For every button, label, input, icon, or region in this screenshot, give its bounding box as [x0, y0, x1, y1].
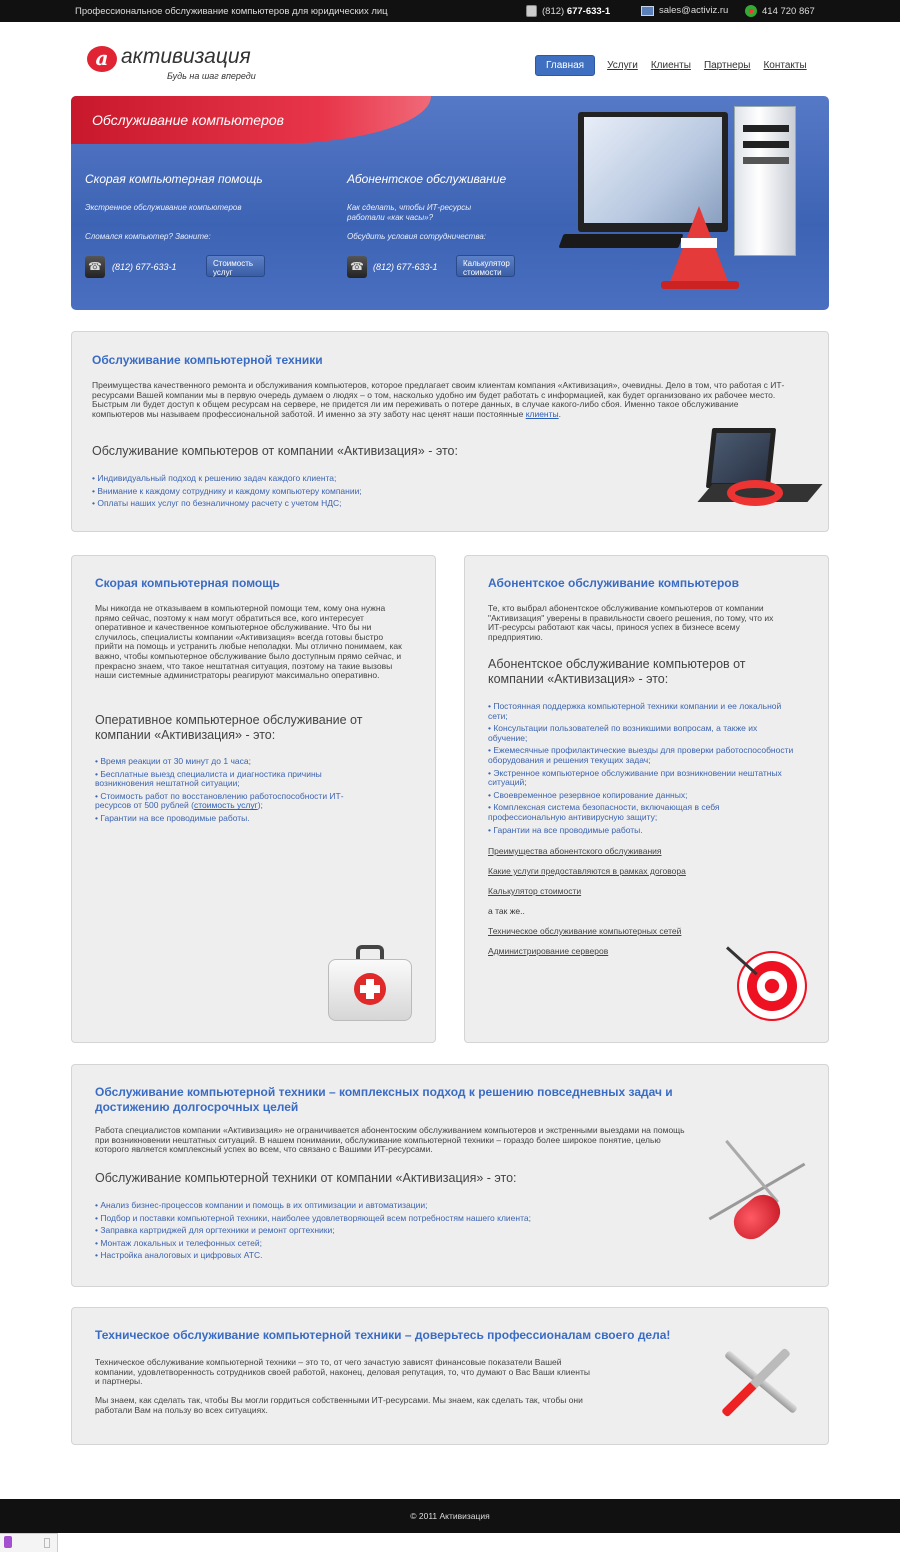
phone-icon [526, 5, 537, 17]
list-item: • Экстренное компьютерное обслуживание при возникновении нештатных ситуаций; [488, 769, 798, 788]
section-title: Обслуживание компьютерной техники – комплексных подход к решению повседневных задач и достижению долгосрочных целей [95, 1085, 673, 1114]
paragraph-text: Преимущества качественного ремонта и обслуживания компьютеров, которое предлагает своим клиентам компания «Активизация», очевидны. Дело в том, что работая с ИТ-ресурсами Вашей компании мы в первую очередь думаем о людях – о том, насколько удобно им будет работать с информацией, как будет организовано их рабочее место. Быстрым ли будет доступ к общем ресурсам на сервере, не придется ли им переживать о потере данных, в случае какого-либо сбоя. Именно такое обслуживание компьютеров мы называем профессиональной заботой. И именно за эту заботу нас ценят наши постоянные [92, 380, 785, 419]
logo-name: активизация [121, 45, 251, 68]
contract-services-link[interactable]: Какие услуги предоставляются в рамках договора [488, 866, 686, 876]
list-item: • Индивидуальный подход к решению задач каждого клиента; [92, 474, 592, 484]
logo-slogan: Будь на шаг впереди [167, 71, 256, 81]
subscription-links [488, 846, 686, 966]
price-button[interactable]: Стоимость услуг [206, 255, 265, 277]
list-item: • Внимание к каждому сотруднику и каждому компьютеру компании; [92, 487, 592, 497]
laptop-lifebuoy-icon [705, 428, 835, 518]
keyboard-icon [558, 234, 683, 248]
calculator-link[interactable]: Калькулятор стоимости [488, 886, 582, 896]
benefits-list [92, 474, 592, 512]
section-title: Скорая компьютерная помощь [95, 576, 280, 590]
list-item-text: Стоимость работ по восстановлению работоспособности ИТ-ресурсов от 500 рублей ( [95, 790, 344, 811]
banner-right-heading: Абонентское обслуживание [347, 172, 507, 186]
target-icon [737, 951, 807, 1021]
emergency-list [95, 757, 375, 827]
list-item: • Постоянная поддержка компьютерной техники компании и ее локальной сети; [488, 702, 798, 721]
banner-title: Обслуживание компьютеров [92, 112, 284, 128]
computer-tower-icon [734, 106, 796, 256]
section-paragraph: Работа специалистов компании «Активизация» не ограничивается абонентоским обслуживанием компьютеров и экстренными выездами на помощь при возникновении нештатных ситуаций. В нашем понимании, обслуживание компьютерной техники – гораздо более широкое понятие, целью которого является комплексный успех во всем, что связано с Вашими ИТ-ресурсами. [95, 1125, 685, 1155]
advantages-link[interactable]: Преимущества абонентского обслуживания [488, 846, 662, 856]
list-item [95, 792, 375, 811]
section-title: Обслуживание компьютерной техники [92, 353, 323, 367]
list-item: • Гарантии на все проводимые работы. [95, 814, 375, 824]
banner-left-text1: Экстренное обслуживание компьютеров [85, 203, 242, 212]
banner-left-phone: (812) 677-633-1 [112, 262, 177, 272]
nav-item-services[interactable]: Услуги [607, 60, 638, 71]
cone-base [661, 281, 739, 289]
list-item: • Оплаты наших услуг по безналичному расчету с учетом НДС; [92, 499, 592, 509]
servers-link[interactable]: Администрирование серверов [488, 946, 609, 956]
nav-item-contacts[interactable]: Контакты [763, 60, 807, 71]
top-tagline: Профессиональное обслуживание компьютеров для юридических лиц [75, 6, 388, 17]
list-item: • Консультации пользователей по возникшими вопросам, а также их обучение; [488, 724, 798, 743]
banner-right-text1: Как сделать, чтобы ИТ-ресурсы работали «как часы»? [347, 203, 472, 222]
subscription-list [488, 702, 798, 838]
list-item: • Подбор и поставки компьютерной техники, наиболее удовлетворяющей всем потребностям нашего клиента; [95, 1214, 695, 1224]
banner-left-text2: Сломался компьютер? Звоните: [85, 232, 211, 241]
banner-right-phone: (812) 677-633-1 [373, 262, 438, 272]
calculator-button[interactable]: Калькулятор стоимости [456, 255, 515, 277]
hero-banner [71, 96, 829, 310]
clients-link[interactable]: клиенты [525, 408, 559, 419]
section-title: Абонентское обслуживание компьютеров [488, 576, 740, 590]
list-item: • Монтаж локальных и телефонных сетей; [95, 1239, 695, 1249]
section-technical-service [71, 1307, 829, 1445]
section-complex-approach [71, 1064, 829, 1287]
also-text: а так же.. [488, 906, 525, 916]
complex-list [95, 1201, 695, 1264]
wrench-screwdriver-icon [706, 1338, 806, 1428]
phone-icon: ☎ [347, 256, 367, 278]
section-paragraph: Мы знаем, как сделать так, чтобы Вы могли гордиться собственными ИТ-ресурсами. Мы знаем, как сделать так, чтобы они работали Вам на пользу во всех ситуациях. [95, 1395, 583, 1415]
top-phone [526, 5, 610, 17]
list-item: • Комплексная система безопасности, включающая в себя профессиональную антивирусную защиту; [488, 803, 798, 822]
list-item: • Гарантии на все проводимые работы. [488, 826, 798, 836]
list-item: • Время реакции от 30 минут до 1 часа; [95, 757, 375, 767]
list-item: • Бесплатные выезд специалиста и диагностика причины возникновения нештатной ситуации; [95, 770, 375, 789]
list-item: • Своевременное резервное копирование данных; [488, 791, 798, 801]
section-emergency-help [71, 555, 436, 1043]
mail-icon [641, 6, 654, 16]
page-icon[interactable] [44, 1538, 50, 1548]
section-subtitle: Обслуживание компьютеров от компании «Активизация» - это: [92, 444, 458, 458]
copyright: © 2011 Активизация [410, 1511, 490, 1521]
price-link[interactable]: стоимость услуг [193, 800, 258, 811]
footer [0, 1499, 900, 1533]
list-item: • Ежемесячные профилактические выезды для проверки работоспособности оборудования и решения текущих задач; [488, 746, 798, 765]
nav-item-partners[interactable]: Партнеры [703, 60, 751, 71]
section-paragraph [92, 381, 792, 419]
phone-icon: ☎ [85, 256, 105, 278]
section-paragraph: Те, кто выбрал абонентское обслуживание компьютеров от компании "Активизация" уверены в правильности своего решения, по тому, что их ИТ-ресурсы работают как часы, принося успех в бизнесе всему предприятию. [488, 603, 774, 642]
top-bar [0, 0, 900, 22]
icq-number: 414 720 867 [762, 5, 815, 17]
section-paragraph: Техническое обслуживание компьютерной техники – это то, от чего зачастую зависят финансовые показатели Вашей компании, удовлетворенность сотрудников своей работой, наконец, деловая репутация, то, что думают о Вас Ваши клиенты и партнеры. [95, 1357, 590, 1387]
swiss-knife-icon [702, 1140, 812, 1270]
section-subtitle: Абонентское обслуживание компьютеров от компании «Активизация» - это: [488, 657, 746, 686]
section-maintenance [71, 331, 829, 532]
main-nav [535, 55, 820, 76]
section-subtitle: Оперативное компьютерное обслуживание от компании «Активизация» - это: [95, 713, 363, 742]
banner-left-heading: Скорая компьютерная помощь [85, 172, 263, 186]
email-text[interactable]: sales@activiz.ru [659, 5, 729, 16]
top-email[interactable] [641, 5, 728, 16]
list-item-end: ); [257, 800, 263, 811]
list-item: • Заправка картриджей для оргтехники и ремонт оргтехники; [95, 1226, 695, 1236]
list-item: • Настройка аналоговых и цифровых АТС. [95, 1251, 695, 1261]
networks-link[interactable]: Техническое обслуживание компьютерных сетей [488, 926, 682, 936]
list-item: • Анализ бизнес-процессов компании и помощь в их оптимизации и автоматизации; [95, 1201, 695, 1211]
paragraph-end: . [558, 408, 562, 419]
section-subscription [464, 555, 829, 1043]
nav-item-home[interactable]: Главная [535, 55, 595, 76]
section-paragraph: Мы никогда не отказываем в компьютерной помощи тем, кому она нужна прямо сейчас, поэтому к нам могут обратиться все, кого интересует оперативное и качественное компьютерное обслуживание. Что бы ни случилось, специалисты компании «Активизация» всегда готовы быстро прийти на помощь и устранить любые неполадки. Мы отлично понимаем, как важно, чтобы компьютерное обслуживание было доступным прямо сейчас, и прекрасно знаем, что такое нештатная ситуация, поэтому на такие вызовы наши системные администраторы реагируют максимально оперативно. [95, 603, 402, 681]
phone-prefix: (812) [542, 5, 567, 17]
top-icq [745, 5, 815, 17]
app-icon[interactable] [4, 1536, 12, 1548]
banner-right-text2: Обсудить условия сотрудничества: [347, 232, 486, 241]
cone-stripe [681, 238, 717, 248]
logo-mark-icon: a [87, 46, 117, 72]
browser-corner-widget[interactable] [0, 1533, 58, 1552]
nav-item-clients[interactable]: Клиенты [650, 60, 691, 71]
phone-main: 677-633-1 [566, 5, 611, 17]
section-title: Техническое обслуживание компьютерной техники – доверьтесь профессионалам своего дела! [95, 1328, 671, 1342]
first-aid-kit-icon [328, 945, 412, 1021]
icq-icon [745, 5, 757, 17]
section-subtitle: Обслуживание компьютерной техники от компании «Активизация» - это: [95, 1171, 517, 1185]
